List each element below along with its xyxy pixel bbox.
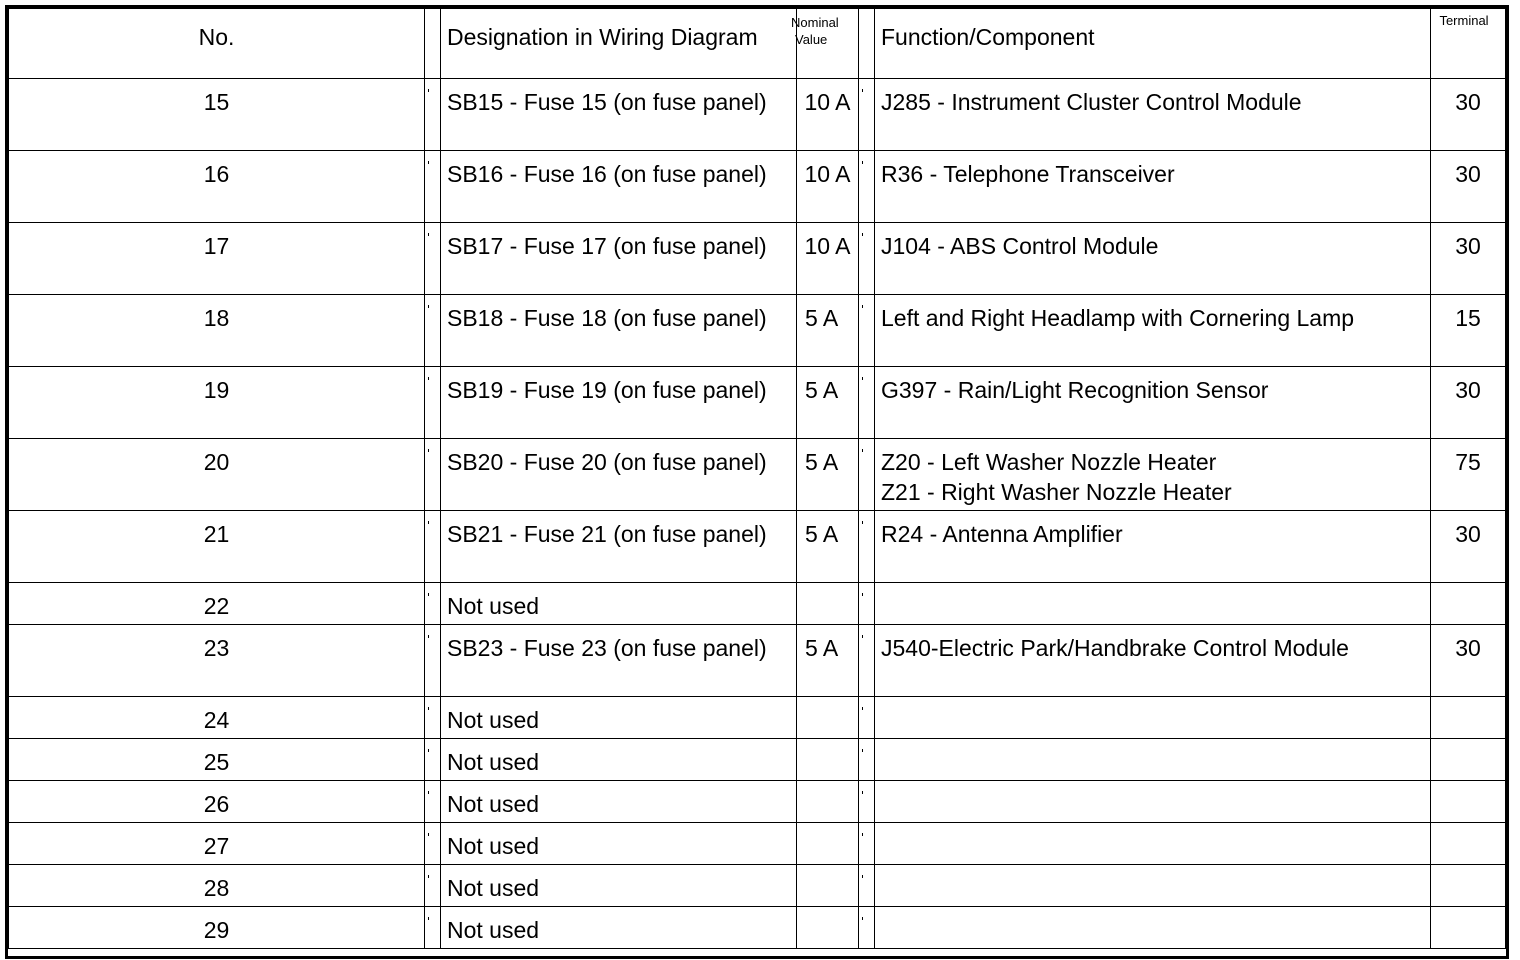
table-row [9,79,1506,151]
cell-spacer [425,865,441,907]
cell-spacer [859,295,875,367]
cell-spacer [859,907,875,949]
cell-terminal: 75 [1431,439,1506,511]
cell-spacer [425,781,441,823]
cell-spacer [859,739,875,781]
cell-terminal: 30 [1431,367,1506,439]
cell-nominal-value [797,739,859,781]
cell-spacer [859,697,875,739]
cell-no: 25 [9,739,425,781]
table-row [9,781,1506,823]
cell-spacer [425,79,441,151]
cell-spacer [859,511,875,583]
cell-terminal: 30 [1431,625,1506,697]
cell-designation: Not used [441,907,797,949]
table-row [9,865,1506,907]
cell-nominal-value [797,865,859,907]
header-nominal-value [791,9,859,79]
cell-spacer [425,295,441,367]
cell-no: 24 [9,697,425,739]
cell-nominal-value: 10 A [797,79,859,151]
cell-spacer [425,823,441,865]
table-row [9,907,1506,949]
cell-designation: SB21 - Fuse 21 (on fuse panel) [441,511,797,583]
cell-spacer [425,583,441,625]
cell-designation: SB15 - Fuse 15 (on fuse panel) [441,79,797,151]
cell-terminal [1431,697,1506,739]
cell-function [875,907,1431,949]
header-spacer [425,9,441,79]
cell-nominal-value [797,697,859,739]
cell-designation: Not used [441,781,797,823]
cell-function [875,295,1431,367]
cell-no: 18 [9,295,425,367]
cell-nominal-value [797,907,859,949]
function-line: R36 - Telephone Transceiver [881,161,1175,187]
table-row [9,697,1506,739]
cell-terminal: 30 [1431,511,1506,583]
table-row [9,625,1506,697]
table-row [9,823,1506,865]
cell-designation: SB20 - Fuse 20 (on fuse panel) [441,439,797,511]
cell-function [875,439,1431,511]
cell-spacer [425,439,441,511]
header-spacer [859,9,875,79]
header-row [9,9,1506,79]
header-no: No. [9,9,425,79]
cell-spacer [859,223,875,295]
fuse-table [8,8,1506,949]
cell-designation: SB23 - Fuse 23 (on fuse panel) [441,625,797,697]
cell-terminal [1431,781,1506,823]
cell-terminal [1431,583,1506,625]
cell-no: 16 [9,151,425,223]
cell-designation: Not used [441,865,797,907]
cell-spacer [425,739,441,781]
cell-nominal-value: 5 A [797,367,859,439]
cell-nominal-value: 5 A [797,625,859,697]
cell-spacer [859,823,875,865]
header-terminal-label: Terminal [1439,13,1489,28]
table-row [9,739,1506,781]
cell-designation: SB18 - Fuse 18 (on fuse panel) [441,295,797,367]
cell-function [875,223,1431,295]
header-designation: Designation in Wiring Diagram [441,9,797,79]
function-line: R24 - Antenna Amplifier [881,521,1123,547]
cell-spacer [425,697,441,739]
cell-terminal: 15 [1431,295,1506,367]
cell-no: 17 [9,223,425,295]
cell-designation: Not used [441,739,797,781]
table-row [9,439,1506,511]
cell-spacer [859,79,875,151]
cell-no: 22 [9,583,425,625]
cell-terminal [1431,739,1506,781]
cell-spacer [425,151,441,223]
cell-function [875,367,1431,439]
cell-function [875,697,1431,739]
table-row [9,223,1506,295]
cell-function [875,79,1431,151]
cell-function [875,865,1431,907]
table-row [9,151,1506,223]
cell-function [875,823,1431,865]
header-terminal [1431,9,1506,79]
cell-no: 28 [9,865,425,907]
cell-designation: SB19 - Fuse 19 (on fuse panel) [441,367,797,439]
cell-no: 23 [9,625,425,697]
cell-terminal [1431,865,1506,907]
cell-designation: SB16 - Fuse 16 (on fuse panel) [441,151,797,223]
cell-designation: Not used [441,823,797,865]
cell-spacer [425,625,441,697]
cell-spacer [425,511,441,583]
cell-no: 15 [9,79,425,151]
cell-function [875,583,1431,625]
cell-spacer [425,367,441,439]
cell-nominal-value: 5 A [797,511,859,583]
cell-no: 29 [9,907,425,949]
cell-designation: SB17 - Fuse 17 (on fuse panel) [441,223,797,295]
cell-nominal-value: 10 A [797,151,859,223]
cell-spacer [425,223,441,295]
cell-terminal [1431,823,1506,865]
cell-spacer [859,625,875,697]
function-line: Z21 - Right Washer Nozzle Heater [881,479,1232,505]
cell-spacer [859,865,875,907]
cell-no: 20 [9,439,425,511]
cell-spacer [859,583,875,625]
header-value-line1: Nominal [791,15,839,30]
cell-function [875,781,1431,823]
function-line: G397 - Rain/Light Recognition Sensor [881,377,1269,403]
cell-designation: Not used [441,583,797,625]
cell-nominal-value [797,583,859,625]
cell-terminal: 30 [1431,151,1506,223]
cell-spacer [425,907,441,949]
cell-designation: Not used [441,697,797,739]
table-row [9,295,1506,367]
function-line: J285 - Instrument Cluster Control Module [881,89,1302,115]
function-line: Left and Right Headlamp with Cornering Lamp [881,305,1355,331]
cell-no: 21 [9,511,425,583]
cell-nominal-value [797,781,859,823]
cell-nominal-value: 10 A [797,223,859,295]
cell-no: 27 [9,823,425,865]
cell-terminal: 30 [1431,79,1506,151]
cell-spacer [859,151,875,223]
cell-nominal-value: 5 A [797,295,859,367]
cell-no: 19 [9,367,425,439]
table-row [9,583,1506,625]
function-line: Z20 - Left Washer Nozzle Heater [881,449,1217,475]
table-row [9,367,1506,439]
cell-no: 26 [9,781,425,823]
header-function: Function/Component [875,9,1431,79]
table-body [9,79,1506,949]
table-row [9,511,1506,583]
function-line: J104 - ABS Control Module [881,233,1159,259]
cell-terminal: 30 [1431,223,1506,295]
cell-function [875,625,1431,697]
cell-nominal-value: 5 A [797,439,859,511]
cell-spacer [859,367,875,439]
header-value-line2: Value [795,32,828,47]
function-line: J540-Electric Park/Handbrake Control Module [881,635,1349,661]
cell-nominal-value [797,823,859,865]
cell-spacer [859,781,875,823]
cell-function [875,511,1431,583]
cell-spacer [859,439,875,511]
cell-function [875,151,1431,223]
cell-function [875,739,1431,781]
cell-terminal [1431,907,1506,949]
